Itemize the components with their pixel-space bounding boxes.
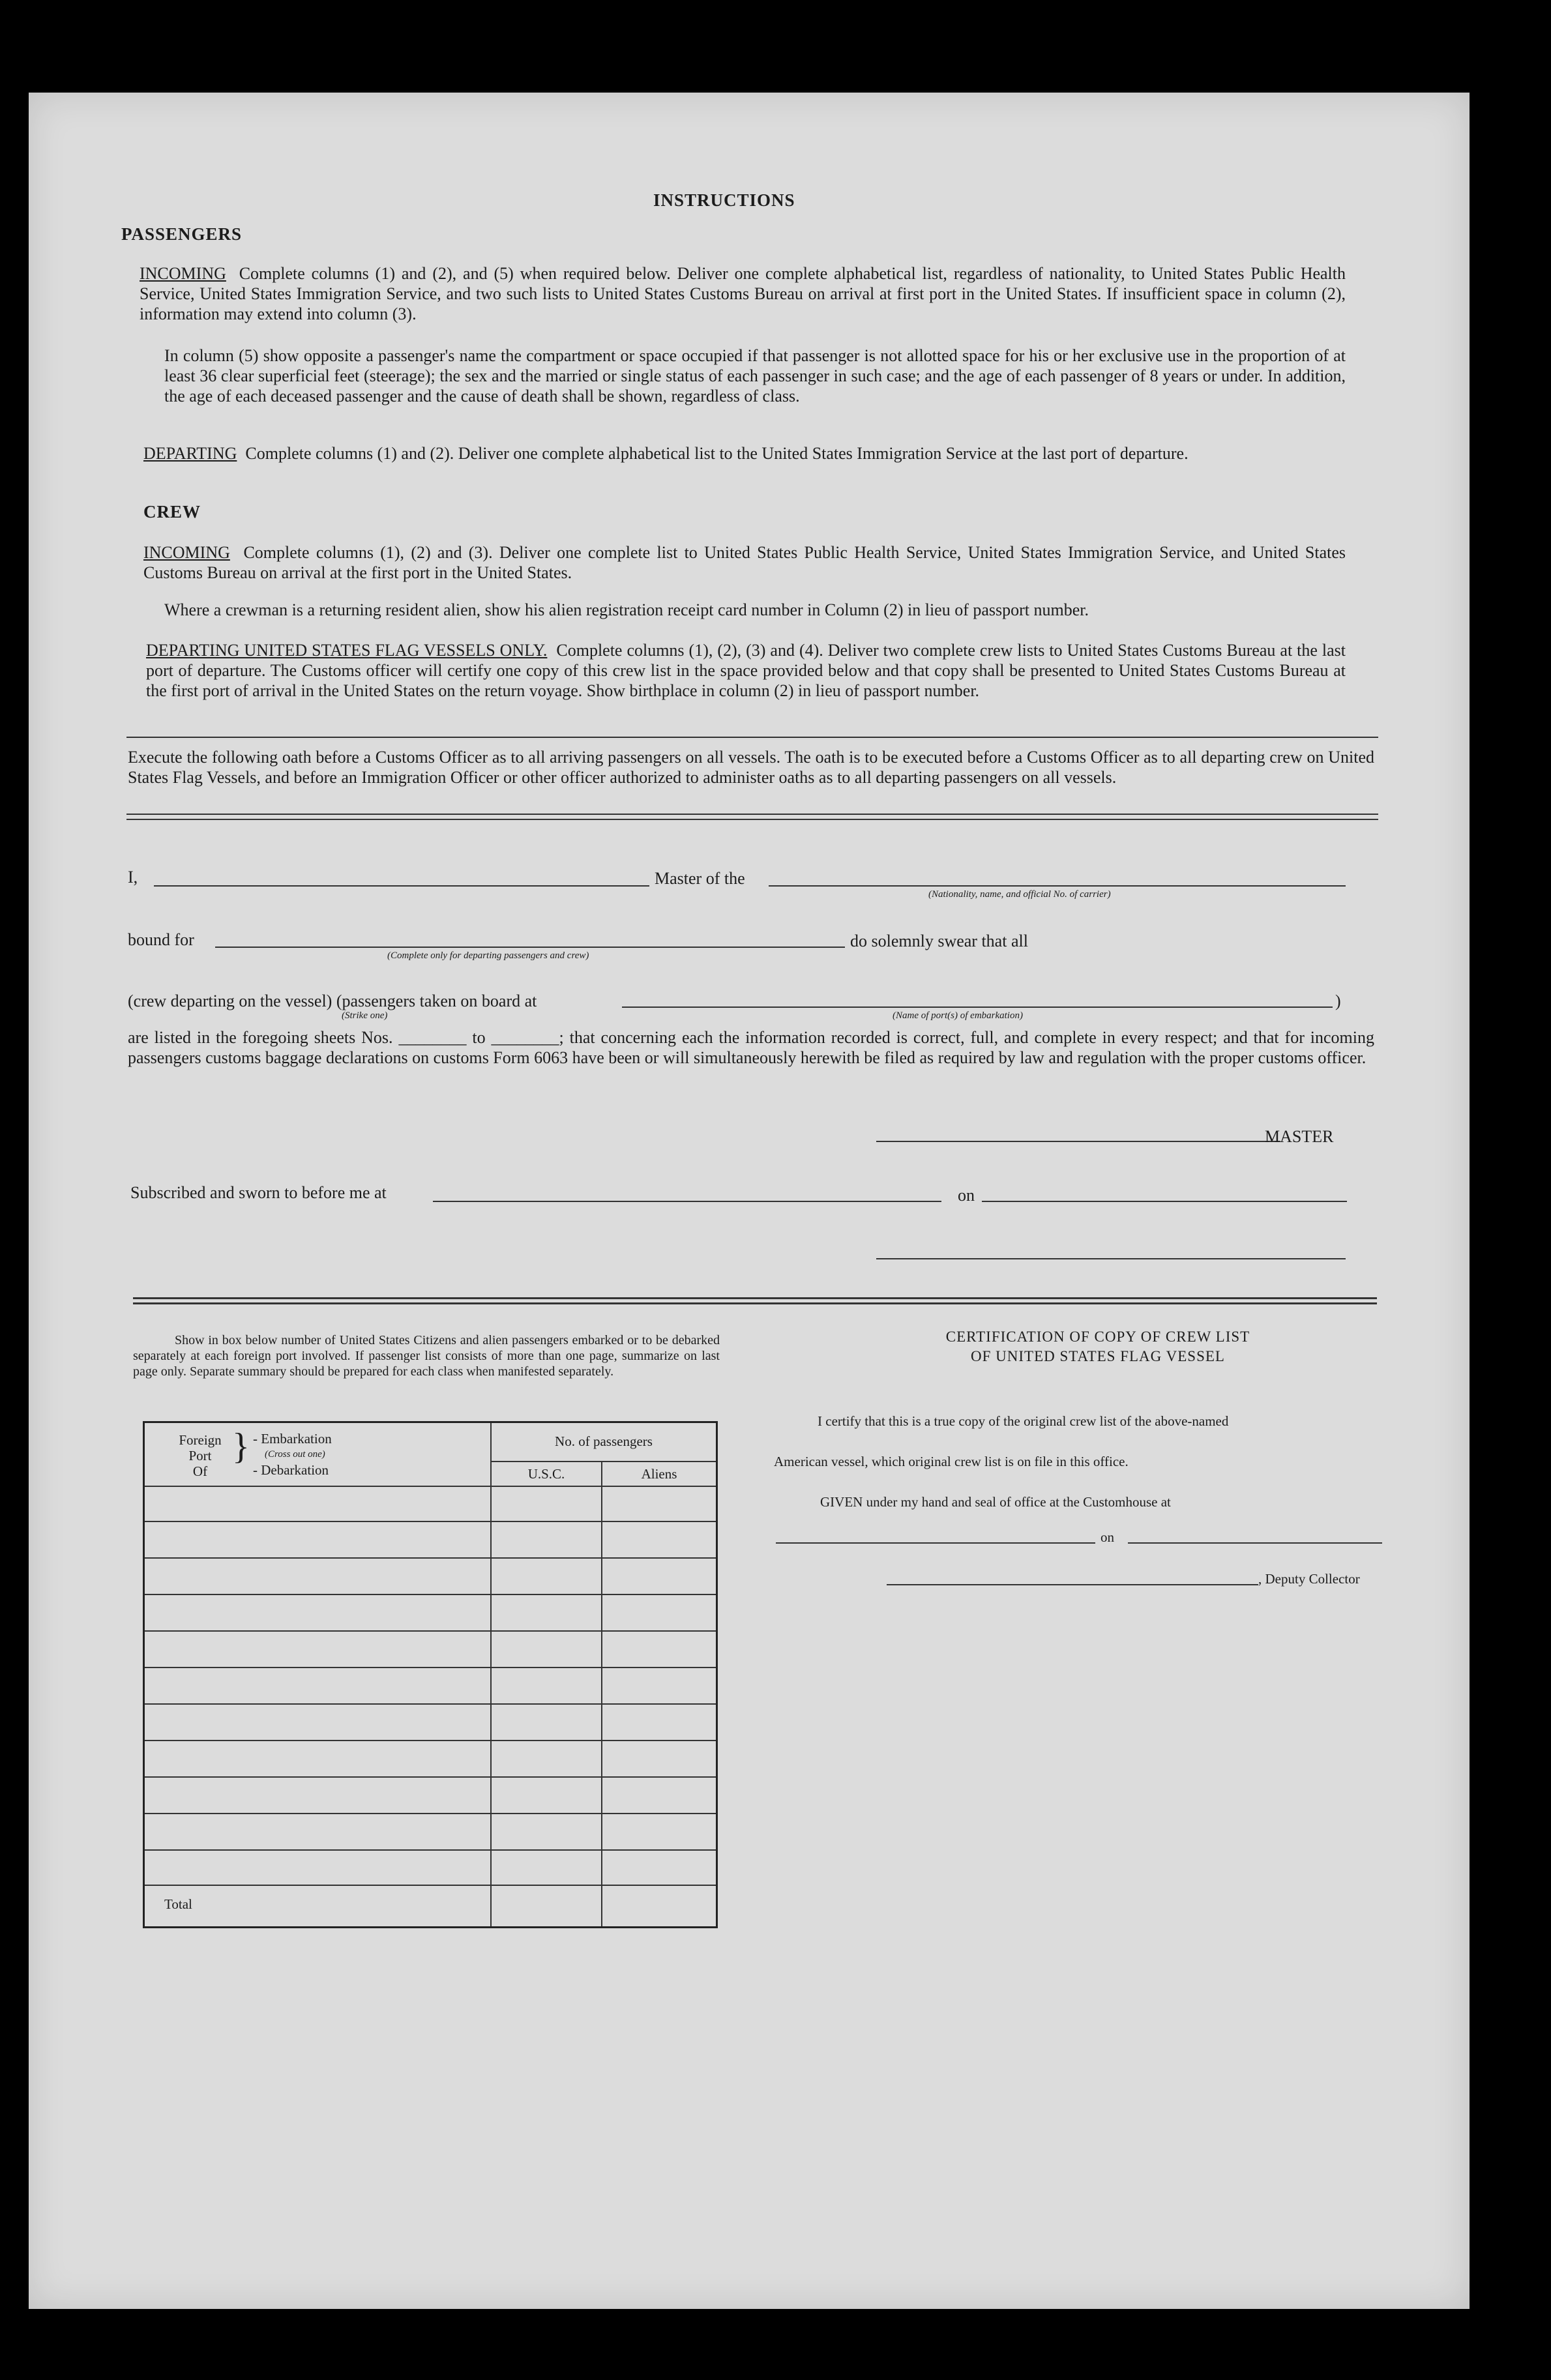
of-text: Of (192, 1463, 208, 1479)
table-row (145, 1849, 716, 1851)
master-of-label: Master of the (655, 869, 745, 888)
port-caption: (Name of port(s) of embarkation) (893, 1010, 1023, 1021)
form-sheet (29, 93, 1470, 2309)
no-passengers-header: No. of passengers (555, 1433, 653, 1449)
carrier-field (769, 885, 1346, 887)
table-row (145, 1486, 716, 1487)
foreign-port-label (171, 1432, 229, 1479)
table-row (145, 1557, 716, 1559)
table-row (145, 1630, 716, 1632)
row-line (490, 1461, 716, 1462)
bound-caption: (Complete only for departing passengers and crew) (387, 950, 589, 961)
incoming-text: Complete columns (1) and (2), and (5) when required below. Deliver one complete alphabetical list, regardless of nationality, to United States Public Health Service, United States Immigration Service, and two such lists to United States Customs Bureau on arrival at first port in the United States. If insufficient space in column (2), information may extend into column (3). (140, 264, 1346, 323)
master-signature-line (876, 1141, 1280, 1142)
crew-incoming (143, 542, 1346, 583)
divider (126, 737, 1378, 738)
certification-title (798, 1327, 1398, 1366)
crew-resident: Where a crewman is a returning resident alien, show his alien registration receipt card number in Column (2) in lieu of passport number. (164, 600, 1089, 619)
subscribed-date-field (982, 1201, 1347, 1202)
subscribed-on-label: on (958, 1186, 975, 1205)
oath-i-label: I, (128, 868, 138, 887)
departing-label: DEPARTING (143, 444, 237, 463)
usc-header: U.S.C. (527, 1466, 565, 1482)
passengers-incoming (140, 263, 1346, 324)
deputy-collector-label: , Deputy Collector (1258, 1571, 1360, 1587)
divider (133, 1302, 1377, 1304)
cert-date-field (1128, 1542, 1382, 1544)
passenger-summary-table (143, 1421, 718, 1928)
embarkation-port-field (622, 1006, 1333, 1008)
bound-for-field (215, 947, 845, 948)
passengers-column5: In column (5) show opposite a passenger's name the compartment or space occupied if that passenger is not allotted space for his or her exclusive use in the proportion of at least 36 clear superficial feet (steerage); the sex and the married or single status of each passenger in such case; and the age of each passenger of 8 years or under. In addition, the age of each deceased passenger and the cause of death shall be shown, regardless of class. (164, 346, 1346, 405)
table-row (145, 1703, 716, 1705)
foreign-text: Foreign (179, 1432, 222, 1448)
strike-one-caption: (Strike one) (342, 1010, 388, 1021)
name-field (154, 885, 649, 887)
crew-departing (146, 640, 1346, 701)
listed-text: are listed in the foregoing sheets Nos. ________ to ________; that concerning each the information recorded is correct, full, and complete in every respect; and that for incoming passengers customs baggage declarations on customs Form 6063 have been or will simultaneously herewith be filed as required by law and regulation with the proper customs officer. (128, 1028, 1374, 1067)
crew-departing-choice: (crew departing on the vessel) (passengers taken on board at (128, 992, 537, 1010)
crew-heading: CREW (143, 502, 201, 522)
port-text: Port (188, 1448, 212, 1463)
certification-title-line-2: OF UNITED STATES FLAG VESSEL (971, 1348, 1225, 1364)
divider (126, 819, 1378, 820)
divider (126, 814, 1378, 815)
crew-departing-text: Complete columns (1), (2), (3) and (4). Deliver two complete crew lists to United States Customs Bureau at the last port of departure. The Customs officer will certify one copy of this crew list in the space provided below and that copy shall be presented to United States Customs Bureau at the first port of arrival in the United States on the return voyage. Show birthplace in column (2) in lieu of passport number. (146, 641, 1346, 700)
crew-incoming-label: INCOMING (143, 543, 230, 562)
cert-on-label: on (1100, 1529, 1114, 1545)
bound-for-label: bound for (128, 930, 194, 949)
deputy-signature-line (887, 1584, 1258, 1585)
closing-paren: ) (1335, 992, 1341, 1010)
embark-options (253, 1431, 332, 1478)
cross-out-text: (Cross out one) (265, 1449, 325, 1460)
master-label: MASTER (1265, 1127, 1334, 1146)
passengers-heading: PASSENGERS (121, 224, 243, 244)
debarkation-text: - Debarkation (253, 1462, 329, 1478)
oath-intro: Execute the following oath before a Customs Officer as to all arriving passengers on all vessels. The oath is to be executed before a Customs Officer as to all departing crew on United States Flag Vessels, and before an Immigration Officer or other officer authorized to administer oaths as to all departing passengers on all vessels. (128, 748, 1374, 787)
certification-title-line-1: CERTIFICATION OF COPY OF CREW LIST (945, 1329, 1250, 1345)
table-row (145, 1813, 716, 1814)
total-label: Total (164, 1896, 192, 1912)
table-row (145, 1776, 716, 1778)
incoming-label: INCOMING (140, 264, 226, 283)
summary-intro: Show in box below number of United States Citizens and alien passengers embarked or to be debarked separately at each foreign port involved. If passenger list consists of more than one page, summarize on last page only. Separate summary should be prepared for each class when manifested separately. (133, 1333, 720, 1379)
carrier-caption: (Nationality, name, and official No. of carrier) (928, 889, 1111, 900)
divider (133, 1297, 1377, 1299)
crew-incoming-text: Complete columns (1), (2) and (3). Deliver one complete list to United States Public Health Service, United States Immigration Service, and United States Customs Bureau on arrival at the first port in the United States. (143, 543, 1346, 582)
subscribed-label: Subscribed and sworn to before me at (130, 1183, 387, 1202)
certify-text: I certify that this is a true copy of the original crew list of the above-named (818, 1413, 1229, 1429)
departing-text: Complete columns (1) and (2). Deliver one complete alphabetical list to the United States Immigration Service at the last port of departure. (245, 444, 1189, 463)
table-row (145, 1885, 716, 1886)
customhouse-field (776, 1542, 1095, 1544)
given-text: GIVEN under my hand and seal of office at the Customhouse at (820, 1494, 1171, 1510)
officer-signature-line (876, 1258, 1346, 1259)
american-vessel-text: American vessel, which original crew list is on file in this office. (774, 1454, 1129, 1469)
col-divider (490, 1423, 492, 1926)
col-divider (601, 1461, 602, 1926)
swear-label: do solemnly swear that all (850, 932, 1028, 950)
brace: } (232, 1426, 250, 1467)
aliens-header: Aliens (641, 1466, 677, 1482)
table-row (145, 1521, 716, 1522)
crew-departing-label: DEPARTING UNITED STATES FLAG VESSELS ONLY. (146, 641, 548, 660)
table-row (145, 1594, 716, 1595)
passengers-departing (143, 443, 1346, 463)
table-row (145, 1740, 716, 1741)
instructions-title: INSTRUCTIONS (653, 190, 795, 210)
subscribed-place-field (433, 1201, 941, 1202)
table-row (145, 1667, 716, 1668)
embarkation-text: - Embarkation (253, 1431, 332, 1447)
